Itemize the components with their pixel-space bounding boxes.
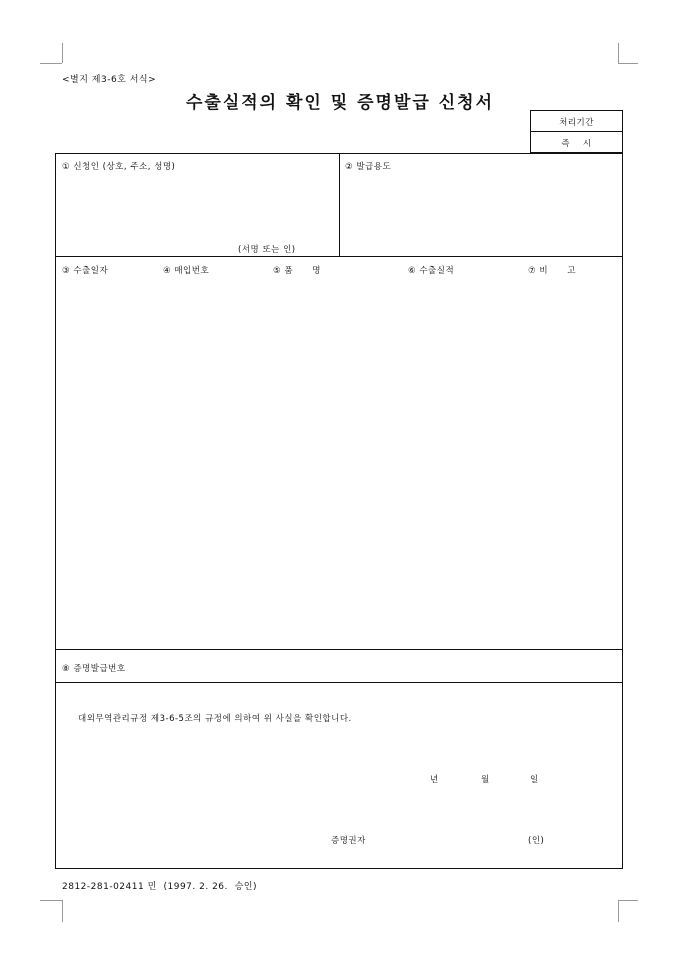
crop-mark-top-left bbox=[40, 63, 62, 64]
seal-label: (인) bbox=[528, 836, 545, 846]
form-footer: 2812-281-02411 민 (1997. 2. 26. 승인) bbox=[62, 882, 258, 892]
column-header-remarks: ⑦ 비 고 bbox=[528, 266, 576, 276]
crop-mark-bottom-right bbox=[618, 900, 638, 901]
divider bbox=[530, 131, 623, 132]
form-reference: <별지 제3-6호 서식> bbox=[62, 75, 157, 85]
applicant-label[interactable]: ① 신청인 (상호, 주소, 성명) bbox=[62, 162, 176, 172]
crop-mark-bottom-left bbox=[62, 900, 63, 922]
crop-mark-top-right bbox=[618, 43, 619, 63]
crop-mark-bottom-right bbox=[618, 900, 619, 922]
column-header-purchase-number: ④ 매입번호 bbox=[163, 266, 210, 276]
issue-purpose-label[interactable]: ② 발급용도 bbox=[345, 162, 392, 172]
divider bbox=[55, 649, 623, 650]
confirmation-statement: 대외무역관리규정 제3-6-5조의 규정에 의하여 위 사실을 확인합니다. bbox=[78, 714, 352, 724]
cert-number-label[interactable]: ⑧ 증명발급번호 bbox=[62, 664, 126, 674]
page-title: 수출실적의 확인 및 증명발급 신청서 bbox=[185, 93, 494, 113]
column-header-export-date: ③ 수출일자 bbox=[62, 266, 109, 276]
date-year-label: 년 bbox=[430, 775, 439, 785]
application-form bbox=[55, 153, 623, 869]
date-month-label: 월 bbox=[481, 775, 490, 785]
signature-label: (서명 또는 인) bbox=[238, 245, 296, 255]
divider bbox=[339, 153, 340, 256]
processing-period-value: 즉 시 bbox=[561, 139, 592, 149]
crop-mark-top-left bbox=[62, 43, 63, 63]
processing-period-label: 처리기간 bbox=[559, 118, 594, 128]
column-header-export-amount: ⑥ 수출실적 bbox=[408, 266, 455, 276]
crop-mark-bottom-left bbox=[40, 900, 62, 901]
column-header-item-name: ⑤ 품 명 bbox=[273, 266, 321, 276]
crop-mark-top-right bbox=[618, 63, 638, 64]
date-day-label: 일 bbox=[530, 775, 539, 785]
authority-label: 증명권자 bbox=[331, 836, 366, 846]
divider bbox=[55, 256, 623, 257]
divider bbox=[55, 682, 623, 683]
